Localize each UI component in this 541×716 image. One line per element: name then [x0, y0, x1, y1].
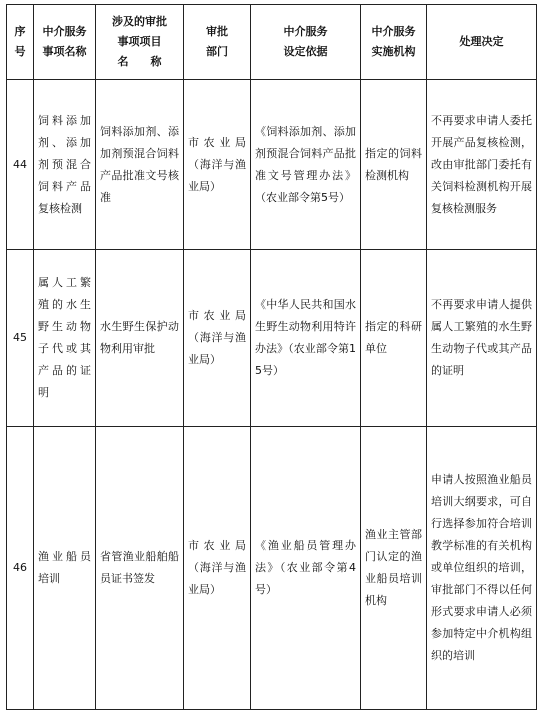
header-serial-no: 序号 [7, 5, 34, 80]
header-legal-basis: 中介服务 设定依据 [251, 5, 361, 80]
row-approval-dept: 市农业局（海洋与渔业局） [184, 80, 251, 250]
header-decision: 处理决定 [427, 5, 537, 80]
header-approval-item: 涉及的审批 事项项目 名 称 [96, 5, 184, 80]
row-agency: 指定的饲料检测机构 [361, 80, 427, 250]
row-decision: 不再要求申请人提供属人工繁殖的水生野生动物子代或其产品的证明 [427, 250, 537, 427]
table-row [7, 427, 537, 710]
row-approval-dept: 市农业局（海洋与渔业局） [184, 250, 251, 427]
row-legal-basis: 《中华人民共和国水生野生动物利用特许办法》（农业部令第15号） [251, 250, 361, 427]
row-service-name: 属人工繁殖的水生野生动物子代或其产品的证明 [34, 250, 96, 427]
row-service-name: 饲料添加剂、添加剂预混合饲料产品复核检测 [34, 80, 96, 250]
row-serial-no: 46 [7, 427, 34, 710]
row-approval-item: 水生野生保护动物利用审批 [96, 250, 184, 427]
row-service-name: 渔业船员培训 [34, 427, 96, 710]
row-decision: 申请人按照渔业船员培训大纲要求，可自行选择参加符合培训教学标准的有关机构或单位组织的培训，审批部门不得以任何形式要求申请人必须参加特定中介机构组织的培训 [427, 427, 537, 710]
row-legal-basis: 《饲料添加剂、添加剂预混合饲料产品批准文号管理办法》（农业部令第5号） [251, 80, 361, 250]
row-legal-basis: 《渔业船员管理办法》（农业部令第4号） [251, 427, 361, 710]
header-service-name: 中介服务 事项名称 [34, 5, 96, 80]
row-serial-no: 45 [7, 250, 34, 427]
table-row [7, 80, 537, 250]
header-agency: 中介服务 实施机构 [361, 5, 427, 80]
row-serial-no: 44 [7, 80, 34, 250]
table-row [7, 250, 537, 427]
header-row [7, 5, 537, 80]
row-agency: 指定的科研单位 [361, 250, 427, 427]
header-approval-dept: 审批 部门 [184, 5, 251, 80]
approval-table [6, 4, 537, 710]
row-agency: 渔业主管部门认定的渔业船员培训机构 [361, 427, 427, 710]
row-decision: 不再要求申请人委托开展产品复核检测，改由审批部门委托有关饲料检测机构开展复核检测服务 [427, 80, 537, 250]
row-approval-item: 饲料添加剂、添加剂预混合饲料产品批准文号核准 [96, 80, 184, 250]
row-approval-dept: 市农业局（海洋与渔业局） [184, 427, 251, 710]
row-approval-item: 省管渔业船舶船员证书签发 [96, 427, 184, 710]
